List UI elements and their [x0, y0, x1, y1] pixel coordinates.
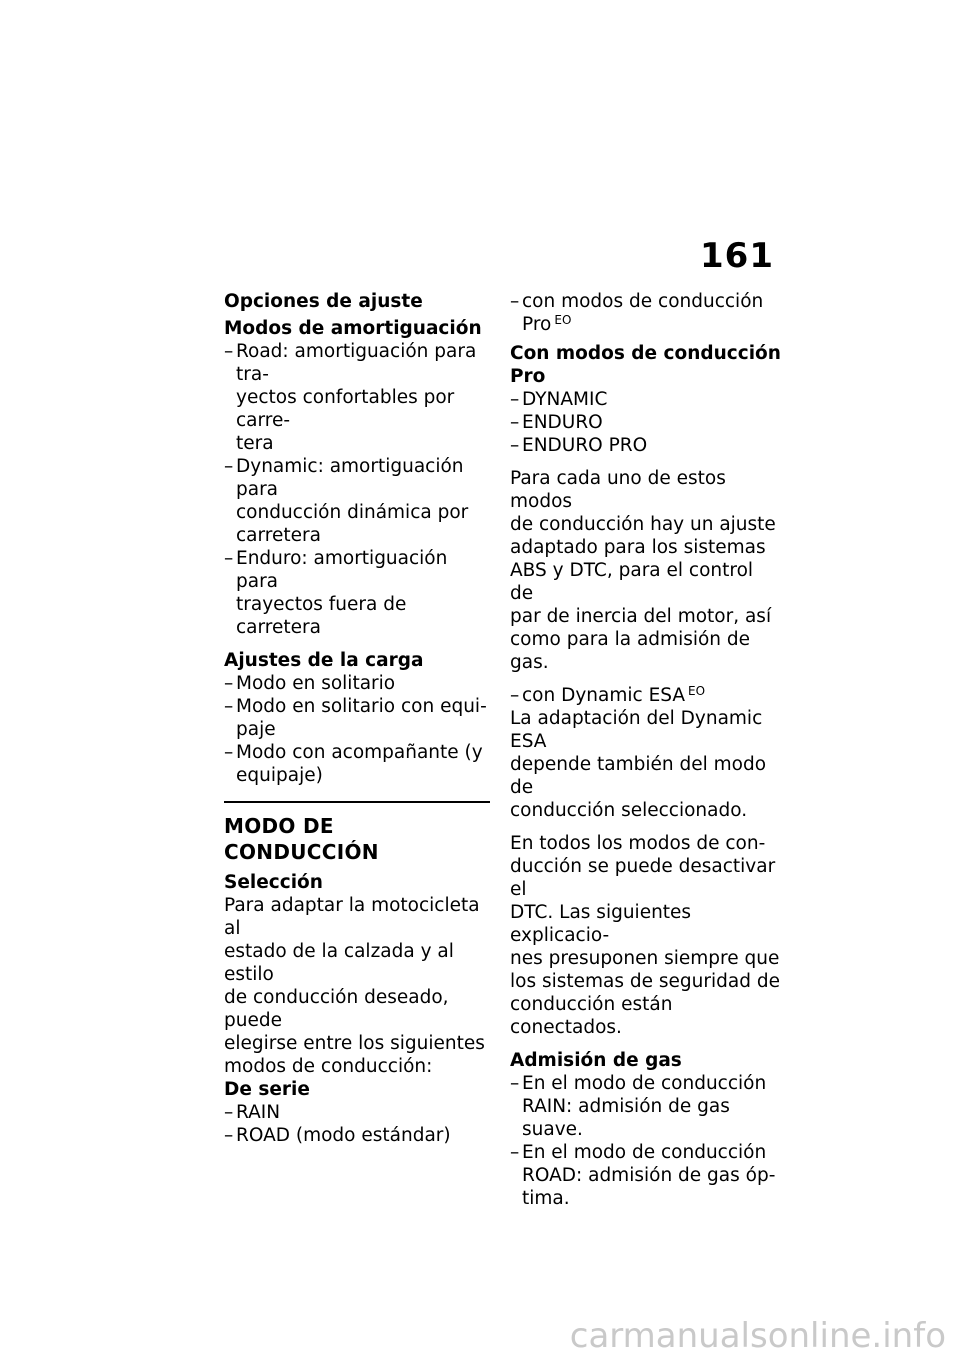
paragraph-line: estado de la calzada y al estilo: [224, 941, 454, 985]
paragraph-seleccion: [224, 894, 490, 1078]
list-item: – ROAD (modo estándar): [224, 1124, 490, 1147]
paragraph-line: conducción están conectados.: [510, 994, 673, 1038]
list-item-line: trayectos fuera de carretera: [236, 594, 407, 638]
paragraph-line: conducción seleccionado.: [510, 800, 748, 821]
paragraph-line: de conducción deseado, puede: [224, 987, 449, 1031]
list-item-pro: – con modos de conducción Pro $^{EO}$: [510, 291, 764, 335]
paragraph-line: modos de conducción:: [224, 1056, 433, 1077]
list-item-esa: – con Dynamic ESA $^{EO}$: [510, 684, 706, 706]
heading-opciones: Opciones de ajuste: [224, 291, 423, 312]
paragraph-line: par de inercia del motor, así: [510, 606, 772, 627]
list-item-line: tera: [236, 433, 274, 454]
list-item: – En el modo de conducción ROAD: admisión de gas óp- tima.: [510, 1141, 782, 1210]
load-list: [224, 672, 490, 787]
list-item-line: equipaje): [236, 765, 323, 786]
list-item-line: En el modo de conducción: [522, 1142, 767, 1163]
pro-item-line1: con modos de conducción: [522, 291, 764, 312]
list-item-line: yectos confortables por carre-: [236, 387, 455, 431]
list-item-line: DYNAMIC: [522, 389, 608, 410]
list-item-line: Enduro: amortiguación para: [236, 548, 448, 592]
esa-item-text: con Dynamic ESA: [522, 685, 685, 706]
paragraph-line: como para la admisión de gas.: [510, 629, 751, 673]
list-item-line: ENDURO: [522, 412, 603, 433]
list-item: – DYNAMIC: [510, 388, 782, 411]
list-item: – Enduro: amortiguación para trayectos fuera de carretera: [224, 547, 490, 639]
paragraph-line: nes presuponen siempre que: [510, 948, 780, 969]
list-item: – Modo en solitario: [224, 672, 490, 695]
list-item-line: Dynamic: amortiguación para: [236, 456, 464, 500]
pro-superscript: EO: [554, 313, 572, 327]
list-item-line: carretera: [236, 525, 321, 546]
list-item-line: ROAD: admisión de gas óp-: [522, 1165, 776, 1186]
standard-modes-list: [224, 1101, 490, 1147]
pro-item-line2: Pro: [522, 314, 552, 335]
list-item-line: RAIN: [236, 1102, 281, 1123]
gas-list: [510, 1072, 782, 1210]
right-column: [510, 290, 782, 1210]
list-item-line: tima.: [522, 1188, 570, 1209]
list-item: – Dynamic: amortiguación para conducción dinámica por carretera: [224, 455, 490, 547]
list-item-line: Road: amortiguación para tra-: [236, 341, 477, 385]
paragraph-line: Para cada uno de estos modos: [510, 468, 726, 512]
list-item: – ENDURO: [510, 411, 782, 434]
damping-list: [224, 340, 490, 639]
paragraph-line: Para adaptar la motocicleta al: [224, 895, 480, 939]
list-item: – RAIN: [224, 1101, 490, 1124]
paragraph-line: En todos los modos de con-: [510, 833, 766, 854]
paragraph-dtc: [510, 832, 782, 1039]
left-column: [224, 290, 490, 1147]
heading-seleccion: Selección: [224, 872, 323, 893]
paragraph-line: de conducción hay un ajuste: [510, 514, 776, 535]
list-item-line: paje: [236, 719, 276, 740]
heading-amortiguacion: Modos de amortiguación: [224, 318, 482, 339]
section-rule: [224, 801, 490, 865]
heading-pro-line1: Con modos de conducción: [510, 343, 781, 364]
list-item-line: ROAD (modo estándar): [236, 1125, 451, 1146]
heading-de-serie: De serie: [224, 1079, 310, 1100]
heading-pro-line2: Pro: [510, 366, 546, 387]
paragraph-line: ABS y DTC, para el control de: [510, 560, 754, 604]
list-item-line: conducción dinámica por: [236, 502, 469, 523]
list-item: – Road: amortiguación para tra- yectos confortables por carre- tera: [224, 340, 490, 455]
list-item-line: Modo con acompañante (y: [236, 742, 483, 763]
esa-superscript: EO: [688, 684, 706, 698]
list-item-line: En el modo de conducción: [522, 1073, 767, 1094]
paragraph-line: La adaptación del Dynamic ESA: [510, 708, 763, 752]
pro-modes-list: [510, 388, 782, 457]
paragraph-line: adaptado para los sistemas: [510, 537, 766, 558]
list-item-line: RAIN: admisión de gas suave.: [522, 1096, 730, 1140]
list-item-line: Modo en solitario: [236, 673, 396, 694]
heading-admision: Admisión de gas: [510, 1050, 682, 1071]
list-item: – Modo en solitario con equi- paje: [224, 695, 490, 741]
list-item-line: ENDURO PRO: [522, 435, 648, 456]
paragraph-esa: [510, 707, 782, 822]
list-item: – En el modo de conducción RAIN: admisión de gas suave.: [510, 1072, 782, 1141]
heading-carga: Ajustes de la carga: [224, 650, 424, 671]
section-title: MODO DE CONDUCCIÓN: [224, 814, 379, 864]
page-number: 161: [700, 236, 774, 276]
paragraph-ajuste: [510, 467, 782, 674]
paragraph-line: DTC. Las siguientes explicacio-: [510, 902, 692, 946]
paragraph-line: elegirse entre los siguientes: [224, 1033, 485, 1054]
paragraph-line: los sistemas de seguridad de: [510, 971, 780, 992]
watermark: carmanualsonline.info: [569, 1316, 946, 1356]
list-item: – ENDURO PRO: [510, 434, 782, 457]
paragraph-line: ducción se puede desactivar el: [510, 856, 776, 900]
paragraph-line: depende también del modo de: [510, 754, 767, 798]
list-item-line: Modo en solitario con equi-: [236, 696, 487, 717]
list-item: – Modo con acompañante (y equipaje): [224, 741, 490, 787]
